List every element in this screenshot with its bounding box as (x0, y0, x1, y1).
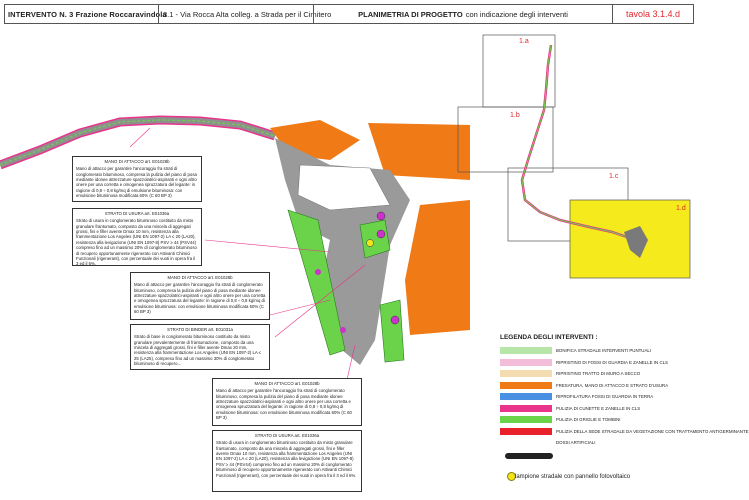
legend-row (500, 403, 695, 415)
spec-note-1 (72, 156, 202, 202)
legend-swatch (500, 370, 552, 377)
legend-label: RIPRISTINO DI FOSSI DI GUARDIA E ZANELLE IN CLS (556, 359, 668, 365)
spec-note-3 (130, 272, 270, 320)
legend-label: RIPRISTINO TRATTO DI MURO A SECCO (556, 371, 641, 377)
legend-swatch (500, 428, 552, 435)
legend-label: RIPROFILATURA FOSSI DI GUARDIA IN TERRA (556, 394, 654, 400)
legend-row (500, 426, 749, 438)
legend-swatch (500, 405, 552, 412)
intervention-label: INTERVENTO N. 3 Frazione Roccaravindola (8, 9, 167, 19)
legend-label: FRESATURA, MANO DI ATTACCO E STRATO D'USURA (556, 382, 669, 388)
legend-label: BONIFICA STRADALE INTERVENTI PUNTUALI (556, 348, 652, 354)
spec-note-3-title: MANO DI ATTACCO art. E01028b (167, 275, 233, 280)
spec-note-2 (72, 208, 202, 266)
sheet-number: tavola 3.1.4.d (612, 5, 693, 23)
spec-note-1-body: Mano di attacco per garantire l'ancoraggio fra strati di conglomerato bituminoso, compresa la pulizia del piano di posa mediante idonee attrezzature spazzolatrici-aspiranti e ogni altro onere per una corretta e omogenea spruzzatura del legante: in ragione di 0,8 ÷ 0,8 kg/mq di emulsione bituminosa: con emulsione bituminosa modificata 60% (C 60 BP 3) (76, 166, 197, 199)
grate-marker-2 (377, 230, 385, 238)
spec-note-5-body: Mano di attacco per garantire l'ancoraggio fra strati di conglomerato bituminoso, compresa la pulizia del piano di posa mediante idonee attrezzature spazzolatrici-aspiranti e ogni altro onere per una corretta e omogenea spruzzatura del legante: in ragione di 0,8 ÷ 0,8 kg/mq di emulsione bituminosa: con emulsione bituminosa modificata 60% (C 60 BP 3) (216, 388, 352, 421)
spec-note-5-title: MANO DI ATTACCO art. E01028b (254, 381, 320, 386)
legend-row (500, 380, 695, 392)
legend-label: DOSSI ARTIFICIALI (556, 440, 596, 446)
legend-title: LEGENDA DEGLI INTERVENTI : (500, 334, 598, 341)
grate-marker-4 (315, 269, 321, 275)
legend-row (500, 391, 695, 403)
legend-swatch (500, 347, 552, 354)
grate-marker-5 (340, 327, 346, 333)
speed-bump-swatch (505, 453, 553, 459)
keymap-label-c: 1.c (609, 173, 619, 180)
spec-note-6-body: Strato di usura in conglomerato bituminoso costituito da misto granulare frantumato, composto da una miscela di aggregati grossi, fini e filler avente Dmax 10 mm, resistenza alla frammentazione Los Angeles (UNI EN 1097-2) LA ≤ 20 (LA20), resistenza alla levigazione (UNI EN 1097-8) PSV ≥ 44 (PSV44) compreso fino ad un massimo 20% di conglomerato bituminoso di recupero opportunamente rigenerato con Attivanti Chimici Funzionali (rigenerant), con percentuale dei vuoti in opera fra il 3 ed il 6%. (216, 440, 357, 478)
spec-note-6 (212, 430, 362, 492)
grate-marker-1 (377, 212, 385, 220)
legend-row (500, 345, 695, 357)
spec-note-3-body: Mano di attacco per garantire l'ancoraggio fra strati di conglomerato bituminoso, compresa la pulizia del piano di posa mediante idonee attrezzature spazzolatrici-aspiranti e ogni altro onere per una corretta e omogenea spruzzatura del legante: in ragione di 0,8 ÷ 0,8 kg/mq di emulsione bituminosa: con emulsione bituminosa modificata 60% (C 60 BP 3) (134, 282, 266, 315)
location-label: 3.1 - Via Rocca Alta colleg. a Strada per il Cimitero (158, 5, 313, 23)
keymap-label-d: 1.d (676, 205, 686, 212)
legend-row (500, 437, 695, 449)
legend-row (500, 368, 695, 380)
building-3 (405, 200, 470, 335)
spec-note-2-body: Strato di usura in conglomerato bituminoso costituito da misto granulare frantumato, composto da una miscela di aggregati grossi, fini e filler avente Dmax 10 mm, resistenza alla frammentazione Los Angeles (UNI EN 1097-2) LA ≤ 20 (LA20), resistenza alla levigazione (UNI EN 1097-8) PSV ≥ 44 (PSV44) compreso fino ad un massimo 20% di conglomerato bituminoso di recupero opportunamente rigenerato con Attivanti Chimici Funzionali (rigenerant), con percentuale dei vuoti in opera fra il 3 ed il 6%. (76, 218, 197, 267)
spec-note-1-title: MANO DI ATTACCO art. E01028b (104, 159, 170, 164)
grate-marker-3 (391, 316, 399, 324)
spec-note-4 (130, 324, 270, 370)
spec-note-4-title: STRATO DI BINDER art. E01031a (167, 327, 233, 332)
legend-swatch (500, 393, 552, 400)
spec-note-5 (212, 378, 362, 426)
legend-swatch (500, 416, 552, 423)
spec-note-4-body: Strato di base in conglomerato bituminoso costituito da misto granulare prevalentemente di frantumazione, composto da una miscela di aggregati grossi, fini e filler avente Dmax 20 mm, resistenza alla frammentazione Los Angeles (UNI EN 1097-2) LA ≤ 25 (LA25), compreso fino ad un massimo 30% di conglomerato bituminoso di recupero... (134, 334, 262, 367)
lamp-marker (367, 240, 374, 247)
legend (500, 334, 749, 449)
keymap-label-b: 1.b (510, 112, 520, 119)
legend-label: PULIZIA DI CUNETTE E ZANELLE IN CLS (556, 405, 641, 411)
legend-lamp-label: lampione stradale con pannello fotovoltaico (515, 474, 631, 480)
legend-swatch (500, 382, 552, 389)
plan-title-bold: PLANIMETRIA DI PROGETTO (358, 9, 463, 19)
spec-note-2-title: STRATO DI USURA art. E01036a (104, 211, 170, 216)
legend-row (500, 414, 695, 426)
legend-label: PULIZIA DELLA SEDE STRADALE DA VEGETAZIONE CON TRATTAMENTO ANTIGERMINANTE (556, 428, 749, 434)
legend-swatch-dossi (500, 439, 552, 446)
legend-row (500, 357, 695, 369)
keymap-label-a: 1.a (519, 38, 529, 45)
keymap-frame-b (458, 107, 553, 172)
legend-label: PULIZIA DI GRIGLIE E TOMBINI (556, 417, 621, 423)
legend-swatch (500, 359, 552, 366)
spec-note-6-title: STRATO DI USURA art. E01036a (254, 433, 320, 438)
plan-title-rest: con indicazione degli interventi (465, 9, 568, 19)
green-strip-3 (380, 300, 404, 362)
